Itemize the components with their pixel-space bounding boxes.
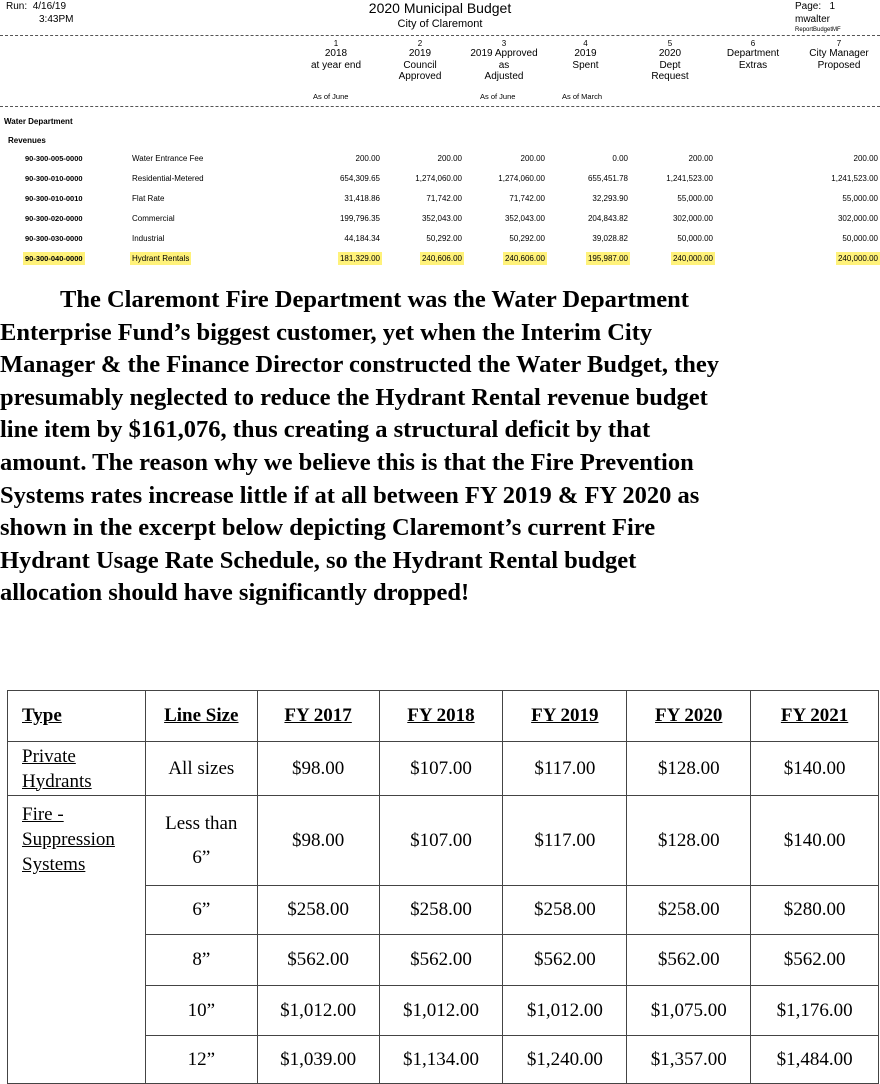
rate-cell: $107.00: [379, 796, 503, 886]
narrative-line: Enterprise Fund’s biggest customer, yet when the Interim City: [0, 318, 653, 346]
report-subtitle: City of Claremont: [397, 18, 483, 30]
rate-cell: $107.00: [379, 742, 503, 796]
line-size: 12”: [145, 1036, 257, 1084]
account-code: 90-300-040-0000: [25, 254, 83, 263]
report-user: mwalter: [795, 14, 831, 25]
line-size: All sizes: [145, 742, 257, 796]
account-code: 90-300-005-0000: [25, 154, 83, 163]
header-fy2019: FY 2019: [503, 691, 627, 742]
run-time: 3:43PM: [39, 14, 74, 25]
value-col-4: 204,843.82: [587, 214, 628, 223]
budget-row: [0, 152, 880, 165]
as-of-4: As of March: [562, 92, 603, 101]
line-size: 8”: [145, 935, 257, 986]
column-header-4: 4 2019 Spent: [572, 39, 599, 71]
table-row: [8, 742, 879, 796]
value-col-7: 50,000.00: [842, 234, 878, 243]
account-code: 90-300-010-0000: [25, 174, 83, 183]
value-col-3: 240,606.00: [504, 254, 545, 263]
line-description: Residential-Metered: [132, 174, 204, 183]
value-col-3: 50,292.00: [509, 234, 545, 243]
header-line-size: Line Size: [145, 691, 257, 742]
narrative-line: shown in the excerpt below depicting Claremont’s current Fire: [0, 514, 656, 542]
rate-cell: $98.00: [257, 796, 379, 886]
column-header-7: 7 City Manager Proposed: [809, 39, 869, 71]
value-col-2: 200.00: [437, 154, 462, 163]
narrative-paragraph: [0, 284, 880, 610]
rate-cell: $1,075.00: [627, 986, 751, 1036]
narrative-line: amount. The reason why we believe this is that the Fire Prevention: [0, 448, 694, 476]
rate-cell: $128.00: [627, 742, 751, 796]
rate-cell: $258.00: [503, 886, 627, 935]
as-of-3: As of June: [480, 92, 516, 101]
rate-cell: $1,134.00: [379, 1036, 503, 1084]
rate-cell: $1,240.00: [503, 1036, 627, 1084]
report-title-block: [0, 0, 880, 31]
column-header-2: 2 2019 Council Approved: [398, 39, 442, 82]
account-code: 90-300-010-0010: [25, 194, 83, 203]
line-size: Less than 6”: [145, 796, 257, 886]
line-description: Hydrant Rentals: [132, 254, 190, 263]
value-col-3: 1,274,060.00: [498, 174, 545, 183]
budget-row-highlighted: [0, 252, 880, 265]
rate-cell: $258.00: [627, 886, 751, 935]
report-title: 2020 Municipal Budget: [368, 0, 512, 16]
rate-cell: $1,357.00: [627, 1036, 751, 1084]
report-name: ReportBudgetMF: [795, 27, 841, 33]
line-description: Industrial: [132, 234, 165, 243]
rate-cell: $562.00: [503, 935, 627, 986]
rate-cell: $1,012.00: [503, 986, 627, 1036]
value-col-1: 200.00: [355, 154, 380, 163]
budget-row: [0, 172, 880, 185]
budget-row: [0, 192, 880, 205]
rate-cell: $1,176.00: [751, 986, 879, 1036]
line-description: Water Entrance Fee: [132, 154, 204, 163]
column-rule: [0, 106, 880, 107]
account-code: 90-300-020-0000: [25, 214, 83, 223]
page-number: 1: [829, 1, 836, 12]
header-type: Type: [8, 691, 146, 742]
table-row: [8, 796, 879, 886]
rate-cell: $98.00: [257, 742, 379, 796]
value-col-1: 31,418.86: [344, 194, 380, 203]
page-info: [795, 0, 841, 34]
value-col-4: 39,028.82: [592, 234, 628, 243]
line-description: Commercial: [132, 214, 175, 223]
value-col-5: 240,000.00: [672, 254, 713, 263]
department-heading: Water Department: [4, 117, 73, 126]
rate-cell: $140.00: [751, 742, 879, 796]
rate-header-row: [8, 691, 879, 742]
column-header-1: 1 2018 at year end: [310, 39, 362, 71]
value-col-5: 302,000.00: [672, 214, 713, 223]
rate-cell: $258.00: [379, 886, 503, 935]
header-fy2021: FY 2021: [751, 691, 879, 742]
value-col-4: 655,451.78: [587, 174, 628, 183]
rate-cell: $1,039.00: [257, 1036, 379, 1084]
type-fire-suppression: Fire - Suppression Systems: [8, 796, 146, 1084]
column-header-6: 6 Department Extras: [726, 39, 780, 71]
header-fy2020: FY 2020: [627, 691, 751, 742]
rate-cell: $562.00: [257, 935, 379, 986]
narrative-line: line item by $161,076, thus creating a structural deficit by that: [0, 416, 651, 444]
rate-cell: $117.00: [503, 796, 627, 886]
line-description: Flat Rate: [132, 194, 165, 203]
rate-cell: $562.00: [379, 935, 503, 986]
line-size: 10”: [145, 986, 257, 1036]
header-rule: [0, 35, 880, 36]
value-col-3: 71,742.00: [509, 194, 545, 203]
section-heading: Revenues: [8, 136, 46, 145]
rate-cell: $1,012.00: [379, 986, 503, 1036]
column-header-3: 3 2019 Approved as Adjusted: [470, 39, 538, 82]
value-col-7: 240,000.00: [837, 254, 878, 263]
rate-cell: $280.00: [751, 886, 879, 935]
narrative-line: Manager & the Finance Director constructed the Water Budget, they: [0, 351, 720, 379]
rate-cell: $128.00: [627, 796, 751, 886]
value-col-7: 302,000.00: [837, 214, 878, 223]
header-fy2018: FY 2018: [379, 691, 503, 742]
budget-row: [0, 232, 880, 245]
line-size: 6”: [145, 886, 257, 935]
value-col-2: 1,274,060.00: [415, 174, 462, 183]
value-col-3: 352,043.00: [504, 214, 545, 223]
narrative-line: presumably neglected to reduce the Hydrant Rental revenue budget: [0, 383, 708, 411]
narrative-line: The Claremont Fire Department was the Water Department: [60, 286, 689, 313]
budget-row: [0, 212, 880, 225]
value-col-5: 50,000.00: [677, 234, 713, 243]
value-col-7: 1,241,523.00: [831, 174, 878, 183]
value-col-1: 181,329.00: [339, 254, 380, 263]
run-date: 4/16/19: [32, 1, 67, 12]
value-col-7: 200.00: [853, 154, 878, 163]
value-col-4: 0.00: [612, 154, 628, 163]
value-col-1: 654,309.65: [339, 174, 380, 183]
value-col-4: 32,293.90: [592, 194, 628, 203]
narrative-line: Hydrant Usage Rate Schedule, so the Hydrant Rental budget: [0, 546, 637, 574]
run-label: Run:: [6, 1, 28, 12]
value-col-1: 199,796.35: [339, 214, 380, 223]
narrative-line: allocation should have significantly dropped!: [0, 579, 470, 607]
rate-cell: $117.00: [503, 742, 627, 796]
rate-cell: $140.00: [751, 796, 879, 886]
page-label: Page:: [795, 1, 822, 12]
value-col-5: 1,241,523.00: [666, 174, 713, 183]
rate-cell: $1,012.00: [257, 986, 379, 1036]
value-col-7: 55,000.00: [842, 194, 878, 203]
value-col-2: 50,292.00: [426, 234, 462, 243]
value-col-5: 55,000.00: [677, 194, 713, 203]
account-code: 90-300-030-0000: [25, 234, 83, 243]
value-col-3: 200.00: [520, 154, 545, 163]
value-col-1: 44,184.34: [344, 234, 380, 243]
narrative-line: Systems rates increase little if at all between FY 2019 & FY 2020 as: [0, 481, 700, 509]
column-header-5: 5 2020 Dept Request: [651, 39, 689, 82]
header-fy2017: FY 2017: [257, 691, 379, 742]
value-col-2: 240,606.00: [421, 254, 462, 263]
value-col-2: 352,043.00: [421, 214, 462, 223]
rate-cell: $258.00: [257, 886, 379, 935]
hydrant-rate-table: [7, 690, 879, 1084]
rate-cell: $562.00: [627, 935, 751, 986]
rate-cell: $1,484.00: [751, 1036, 879, 1084]
type-private-hydrants: Private Hydrants: [8, 742, 146, 796]
value-col-5: 200.00: [688, 154, 713, 163]
value-col-2: 71,742.00: [426, 194, 462, 203]
rate-cell: $562.00: [751, 935, 879, 986]
value-col-4: 195,987.00: [587, 254, 628, 263]
as-of-1: As of June: [313, 92, 349, 101]
